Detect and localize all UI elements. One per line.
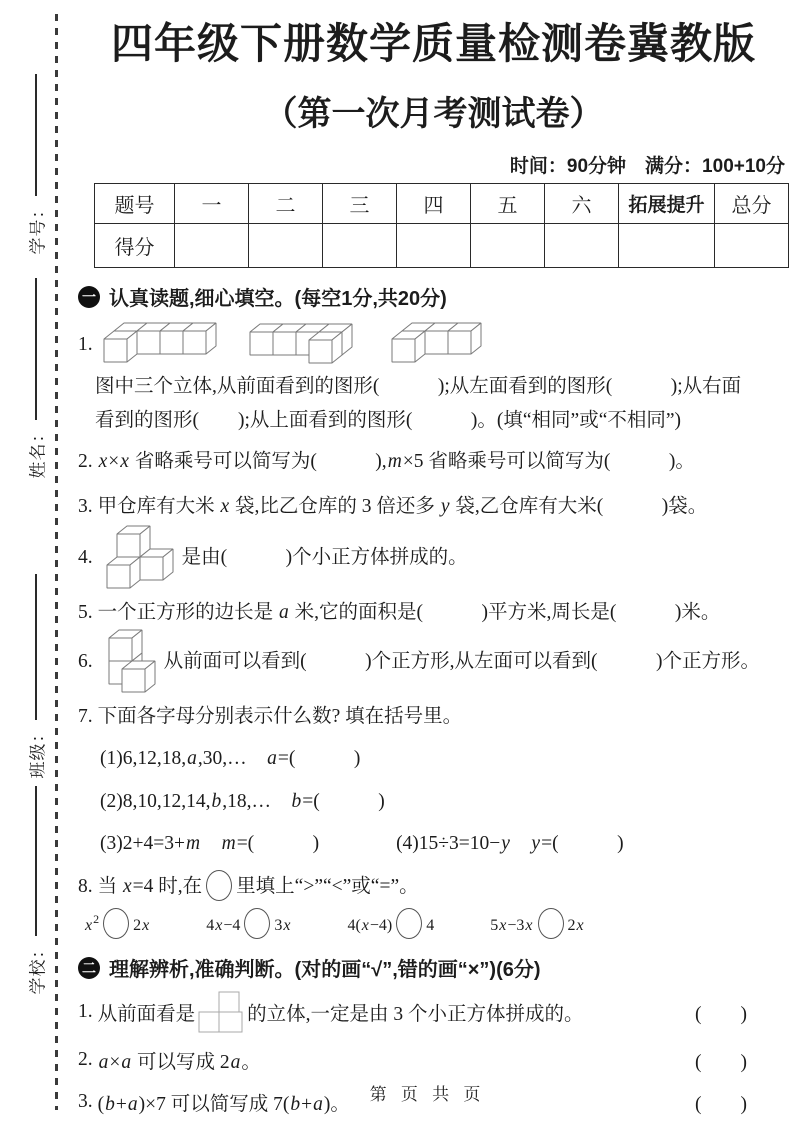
question-7-part-4: (4)15÷3=10−y y=( ) xyxy=(396,832,624,854)
section-two-circle-icon: 二 xyxy=(78,957,100,979)
score-cell[interactable] xyxy=(323,224,397,268)
score-cell[interactable] xyxy=(397,224,471,268)
write-line[interactable] xyxy=(35,74,37,196)
question-8 xyxy=(78,870,789,901)
judge-question-1 xyxy=(78,991,789,1033)
l-tromino-squares-figure xyxy=(198,991,244,1033)
margin-label: 姓名： xyxy=(28,424,48,478)
judge-1-text-post: 的立体,一定是由 3 个小正方体拼成的。 xyxy=(247,1004,584,1026)
judge-1-text-pre: 从前面看是 xyxy=(97,1004,196,1026)
comparison-circle[interactable] xyxy=(396,908,422,939)
comparison-circle[interactable] xyxy=(206,870,232,901)
score-table xyxy=(94,183,789,268)
judge-3-text: (b+a)×7 可以简写成 7(b+a)。 xyxy=(97,1094,350,1116)
question-number: 5. xyxy=(78,601,93,623)
question-text: 从前面可以看到( )个正方形,从左面可以看到( )个正方形。 xyxy=(163,650,760,672)
question-text: 下面各字母分别表示什么数? 填在括号里。 xyxy=(97,706,463,728)
header-cell: 二 xyxy=(249,184,323,224)
score-cell[interactable] xyxy=(715,224,789,268)
question-7 xyxy=(78,702,789,731)
question-number: 2. xyxy=(78,451,93,473)
question-number: 2. xyxy=(78,1049,93,1071)
question-number: 7. xyxy=(78,706,93,728)
question-3 xyxy=(78,492,789,521)
margin-field-class xyxy=(14,574,58,782)
question-1 xyxy=(78,321,789,435)
score-cell[interactable] xyxy=(545,224,619,268)
header-cell: 五 xyxy=(471,184,545,224)
header-cell: 三 xyxy=(323,184,397,224)
question-number: 6. xyxy=(78,650,93,672)
question-6 xyxy=(78,629,789,694)
margin-label: 学号： xyxy=(28,200,48,254)
question-7-part-2: (2)8,10,12,14,b,18,… b=( ) xyxy=(100,790,385,812)
question-number: 3. xyxy=(78,1091,93,1113)
margin-label: 班级： xyxy=(28,724,48,778)
question-text: 是由( )个小正方体拼成的。 xyxy=(181,546,468,568)
exam-title: 四年级下册数学质量检测卷冀教版 xyxy=(110,20,756,67)
section-one-circle-icon: 一 xyxy=(78,286,100,308)
margin-field-name xyxy=(14,278,58,482)
score-cell[interactable] xyxy=(249,224,323,268)
cube-figure-row4-front-right xyxy=(248,322,354,367)
question-number: 8. xyxy=(78,876,93,898)
header-cell: 总分 xyxy=(715,184,789,224)
cube-figure-row3-front-left xyxy=(390,321,483,367)
question-2 xyxy=(78,447,789,476)
comparison-circle[interactable] xyxy=(103,908,129,939)
exam-subtitle: （第一次月考测试卷） xyxy=(263,95,604,134)
question-text: 甲仓库有大米 x 袋,比乙仓库的 3 倍还多 y 袋,乙仓库有大米( )袋。 xyxy=(97,495,708,517)
score-cell[interactable] xyxy=(471,224,545,268)
judge-2-text: a×a 可以写成 2a。 xyxy=(98,1052,261,1074)
write-line[interactable] xyxy=(35,278,37,420)
question-number: 1. xyxy=(78,1001,93,1023)
header-cell-extension: 拓展提升 xyxy=(619,184,715,224)
question-1-figures xyxy=(78,321,789,367)
page-footer: 第 页 共 页 xyxy=(369,1085,486,1104)
answer-parentheses[interactable]: ( ) xyxy=(695,1052,747,1074)
margin-field-student-id xyxy=(14,74,58,258)
header-cell: 一 xyxy=(175,184,249,224)
section-1-header xyxy=(78,282,789,311)
question-number: 3. xyxy=(78,495,93,517)
question-7-parts-3-4 xyxy=(78,829,789,858)
exam-meta: 时间：90分钟 满分：100+10分 xyxy=(509,156,785,178)
expression-1: $x^2$ 2x xyxy=(84,908,150,939)
question-8-expressions xyxy=(78,908,789,939)
score-row xyxy=(95,224,789,268)
cube-figure-stack-front xyxy=(105,629,157,694)
question-number: 4. xyxy=(78,546,93,568)
section-1-title: 认真读题,细心填空。(每空1分,共20分) xyxy=(109,288,447,311)
answer-parentheses[interactable]: ( ) xyxy=(695,1094,747,1116)
answer-parentheses[interactable]: ( ) xyxy=(695,1004,747,1026)
question-text: 当 x=4 时,在 里填上“>”“<”或“=”。 xyxy=(98,876,419,897)
write-line[interactable] xyxy=(35,574,37,720)
margin-label: 学校： xyxy=(28,940,48,994)
header-cell: 六 xyxy=(545,184,619,224)
expression-4: 5x−3x 2x xyxy=(490,908,584,939)
score-row-label: 得分 xyxy=(95,224,175,268)
exam-page xyxy=(62,0,793,1116)
question-7-part-3: (3)2+4=3+m m=( ) xyxy=(100,832,320,854)
question-text: 一个正方形的边长是 a 米,它的面积是( )平方米,周长是( )米。 xyxy=(97,601,721,623)
question-7-part-1: (1)6,12,18,a,30,… a=( ) xyxy=(100,748,361,770)
question-1-text-line1: 图中三个立体,从前面看到的图形( );从左面看到的图形( );从右面 xyxy=(95,376,742,398)
expression-3: 4(x−4) 4 xyxy=(347,908,434,939)
section-2-header xyxy=(78,953,789,982)
header-cell: 四 xyxy=(397,184,471,224)
question-5 xyxy=(78,598,789,627)
section-2-title: 理解辨析,准确判断。(对的画“√”,错的画“×”)(6分) xyxy=(109,959,541,982)
question-1-text-line2: 看到的图形( );从上面看到的图形( )。(填“相同”或“不相同”) xyxy=(95,410,682,432)
question-text: x×x 省略乘号可以简写为( ),m×5 省略乘号可以简写为( )。 xyxy=(98,451,695,473)
score-table-header-row xyxy=(95,184,789,224)
score-cell[interactable] xyxy=(619,224,715,268)
judge-question-2 xyxy=(78,1046,789,1074)
expression-2: 4x−4 3x xyxy=(206,908,291,939)
cube-figure-step-stack xyxy=(105,525,175,590)
score-cell[interactable] xyxy=(175,224,249,268)
header-cell: 题号 xyxy=(95,184,175,224)
comparison-circle[interactable] xyxy=(244,908,270,939)
comparison-circle[interactable] xyxy=(538,908,564,939)
question-4 xyxy=(78,525,789,590)
cube-figure-row4-front-left xyxy=(102,321,220,367)
question-number: 1. xyxy=(78,333,93,355)
write-line[interactable] xyxy=(35,786,37,936)
margin-field-school xyxy=(14,786,58,998)
